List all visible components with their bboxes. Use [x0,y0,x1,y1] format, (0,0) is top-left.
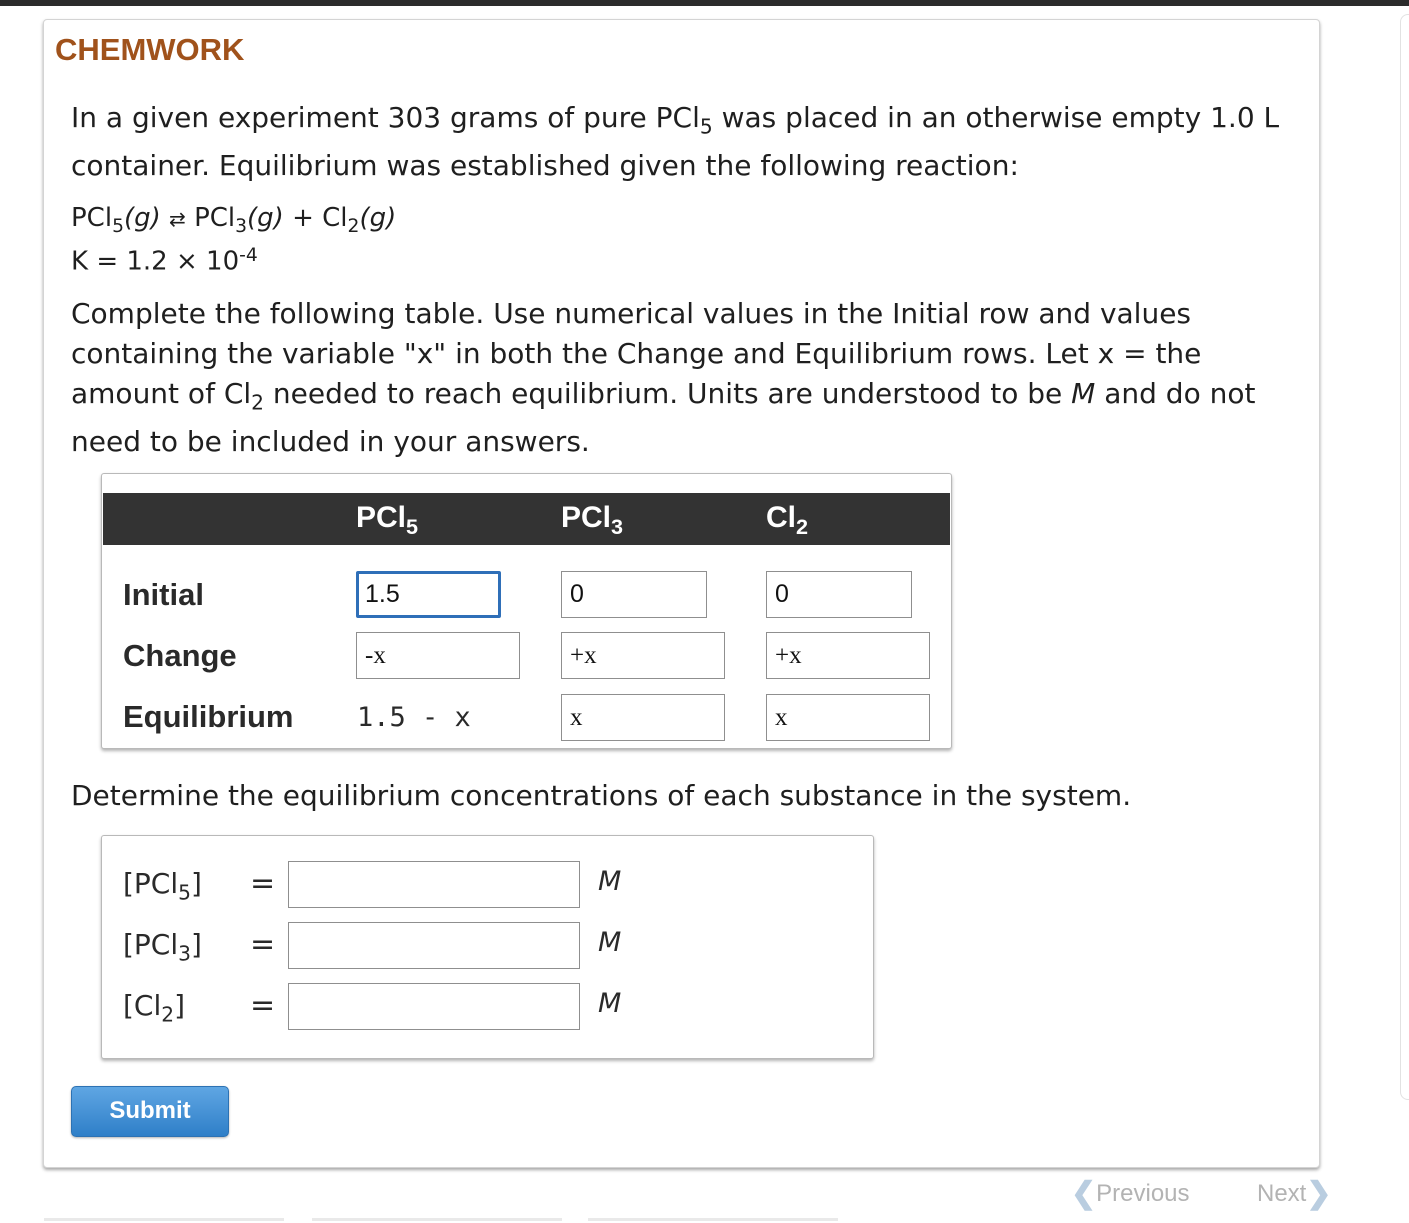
change-pcl3-input[interactable]: +x [561,632,725,679]
unit-molar: M [598,988,622,1019]
next-button[interactable]: Next❯ [1257,1177,1332,1210]
equilibrium-constant: $K = 1.2 \times 10^{-4}$ [71,245,258,277]
change-pcl5-input[interactable]: -x [356,632,520,679]
brand-title: CHEMWORK [55,32,245,67]
row-label-change: Change [123,638,237,673]
col-header-pcl5: PCl$_5$ [356,501,419,539]
unit-molar: M [598,927,622,958]
concentration-answers [101,835,874,1059]
ice-table [101,473,952,749]
equals-sign: = [250,866,276,901]
answer-label-pcl5: [PCl$_5$] [123,867,202,905]
problem-card [43,19,1320,1168]
row-label-initial: Initial [123,577,204,612]
answer-label-pcl3: [PCl$_3$] [123,928,202,966]
col-header-cl2: $Cl_2$ [766,501,809,539]
ice-table-header [103,493,950,545]
determine-prompt: Determine the equilibrium concentrations of each substance in the system. [71,779,1132,812]
footer-divider [588,1218,838,1221]
equilibrium-cl2-input[interactable]: x [766,694,930,741]
instructions: Complete the following table. Use numerical values in the Initial row and values containing the variable "x" in both the Change and Equilibrium rows. Let x = the amount of $Cl_2$ needed to reach equilibrium. Units are understood to be M and do not need to be included in your answers. [71,297,1256,459]
initial-pcl5-input[interactable]: 1.5 [356,571,501,618]
pcl3-concentration-input[interactable] [288,922,580,969]
equilibrium-pcl5-value: 1.5 - x [357,702,471,733]
previous-button[interactable]: ❮Previous [1071,1177,1190,1210]
footer-divider [44,1218,284,1221]
chevron-right-icon: ❯ [1306,1177,1332,1210]
cl2-concentration-input[interactable] [288,983,580,1030]
initial-cl2-input[interactable]: 0 [766,571,912,618]
footer-divider [312,1218,562,1221]
chevron-left-icon: ❮ [1071,1177,1097,1210]
top-bar [0,0,1409,6]
side-panel-edge [1400,14,1409,1100]
reaction-line: PCl$_5$(g) ⇄ $PCl_3(g) + Cl_2(g)$ [71,203,397,237]
equilibrium-pcl3-input[interactable]: x [561,694,725,741]
equilibrium-arrow-icon: ⇄ [169,207,186,231]
col-header-pcl3: PCl$_3$ [561,501,624,539]
change-cl2-input[interactable]: +x [766,632,930,679]
answer-label-cl2: $[Cl_2]$ [123,989,186,1027]
submit-button[interactable]: Submit [71,1086,229,1137]
unit-molar: M [598,866,622,897]
initial-pcl3-input[interactable]: 0 [561,571,707,618]
problem-intro: In a given experiment 303 grams of pure PCl$_5$ was placed in an otherwise empty 1.0 L container. Equilibrium was established given the following reaction: [71,101,1280,183]
row-label-equilibrium: Equilibrium [123,699,294,734]
equals-sign: = [250,927,276,962]
pcl5-concentration-input[interactable] [288,861,580,908]
equals-sign: = [250,988,276,1023]
reaction-equation [71,198,397,277]
